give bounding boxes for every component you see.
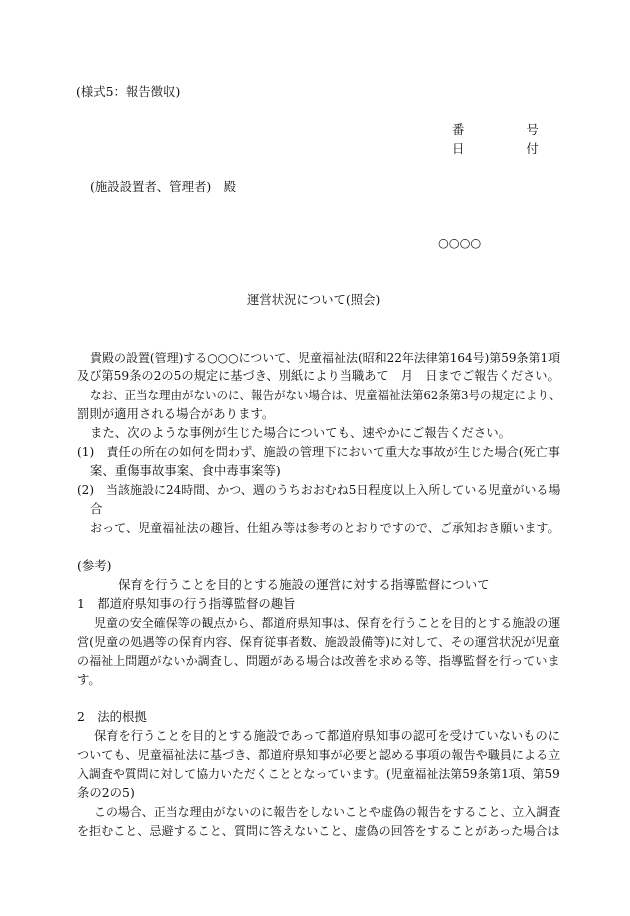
form-label: (様式5：報告徴収) (76, 84, 181, 99)
section-1-line-4: す。 (77, 672, 101, 687)
body-paragraph-2-line-1: なお、正当な理由がないのに、報告がない場合は、児童福祉法第62条第3号の規定により、 (90, 388, 561, 402)
list-item-2-line-2: 合 (90, 501, 103, 516)
list-item-1-line-1: (1) 責任の所在の如何を問わず、施設の管理下において重大な事故が生じた場合(死亡事 (77, 445, 560, 459)
section-2-line-1: 保育を行うことを目的とする施設であって都道府県知事の認可を受けていないものに (94, 729, 560, 743)
reference-subtitle: 保育を行うことを目的とする施設の運営に対する指導監督について (118, 577, 490, 592)
body-paragraph-2-line-2: 罰則が適用される場合があります。 (77, 406, 275, 421)
section-2-heading: 2 法的根拠 (77, 709, 147, 724)
section-2-line-4: 条の2の5) (77, 785, 135, 800)
section-2-line-3: 入調査や質問に対して協力いただくこととなっています。(児童福祉法第59条第1項、第59 (77, 767, 560, 781)
section-1-line-3: の福祉上問題がないか調査し、問題がある場合は改善を求める等、指導監督を行っていま (77, 654, 560, 668)
addressee: (施設設置者、管理者) 殿 (90, 179, 236, 194)
section-2-line-6: を拒むこと、忌避すること、質問に答えないこと、虚偽の回答をすることがあった場合は (77, 824, 560, 838)
document-number-label: 番 号 (452, 122, 539, 137)
section-1-line-1: 児童の安全確保等の観点から、都道府県知事は、保育を行うことを目的とする施設の運 (94, 616, 561, 630)
closing-paragraph: おって、児童福祉法の趣旨、仕組み等は参考のとおりですので、ご承知おき願います。 (90, 521, 560, 535)
list-item-2-line-1: (2) 当該施設に24時間、かつ、週のうちおおむね5日程度以上入所している児童がいる場 (77, 483, 561, 497)
reference-label: (参考) (77, 558, 112, 573)
section-1-heading: 1 都道府県知事の行う指導監督の趣旨 (77, 596, 296, 611)
section-1-line-2: 営(児童の処遇等の保育内容、保育従事者数、施設設備等)に対して、その運営状況が児童 (77, 635, 560, 649)
list-item-1-line-2: 案、重傷事故事案、食中毒事案等) (90, 463, 281, 478)
document-date-label: 日 付 (452, 141, 539, 156)
body-paragraph-1-line-1: 貴殿の設置(管理)する○○○について、児童福祉法(昭和22年法律第164号)第59条第1項 (90, 351, 561, 365)
section-2-line-2: ついても、児童福祉法に基づき、都道府県知事が必要と認める事項の報告や職員による立 (77, 748, 561, 762)
body-paragraph-3: また、次のような事例が生じた場合についても、速やかにご報告ください。 (90, 425, 512, 440)
document-title: 運営状況について(照会) (247, 292, 381, 307)
sender-name: ○○○○ (438, 235, 482, 250)
section-2-line-5: この場合、正当な理由がないのに報告をしないことや虚偽の報告をすること、立入調査 (94, 805, 561, 819)
body-paragraph-1-line-2: 及び第59条の2の5の規定に基づき、別紙により当職あて 月 日までご報告ください。 (77, 369, 560, 383)
